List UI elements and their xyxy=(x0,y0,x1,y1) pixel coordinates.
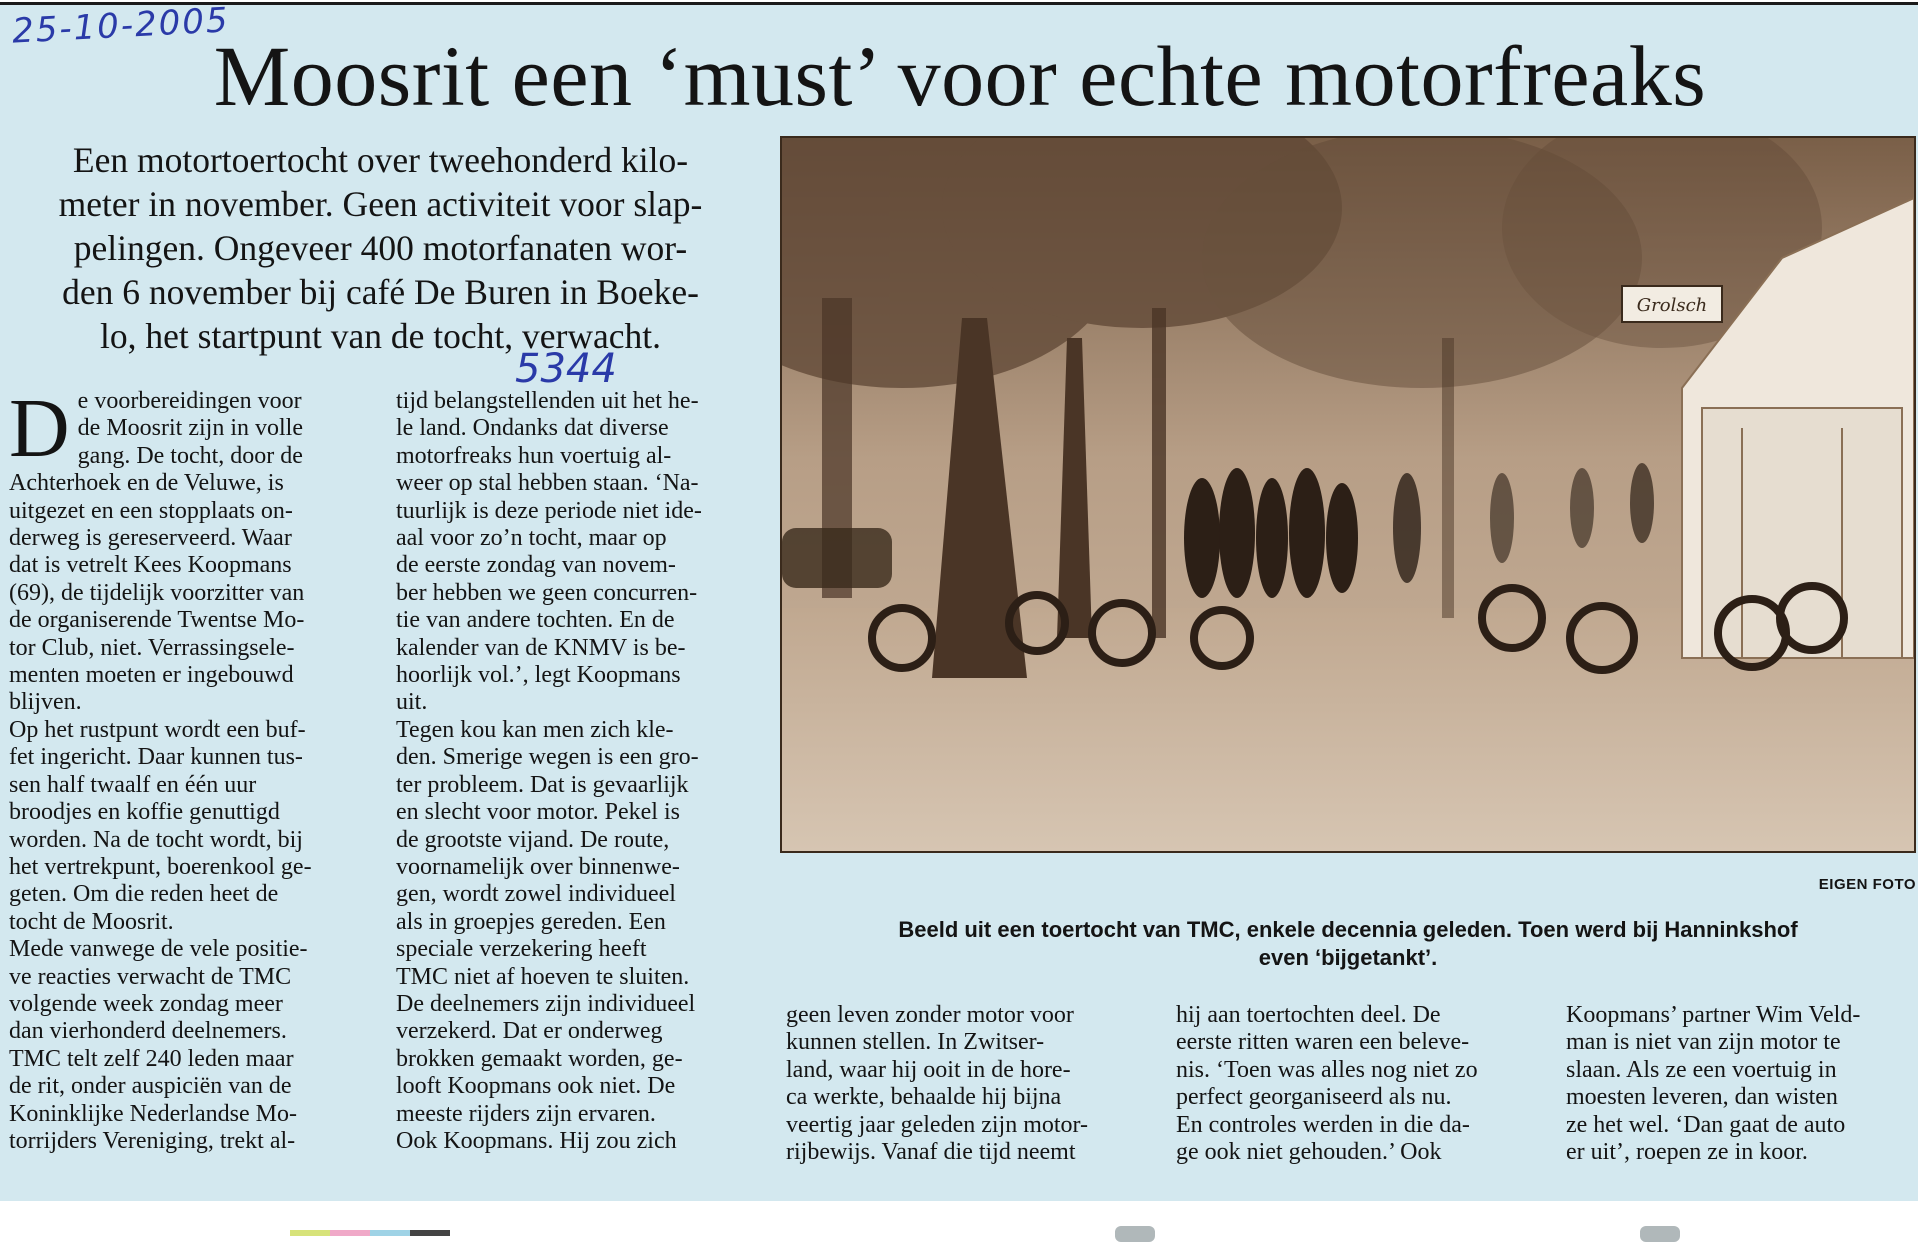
article-line: ve reacties verwacht de TMC xyxy=(9,963,292,990)
article-line: torrijders Vereniging, trekt al- xyxy=(9,1127,296,1154)
article-line: ze het wel. ‘Dan gaat de auto xyxy=(1566,1111,1846,1138)
article-line: aal voor zo’n tocht, maar op xyxy=(396,525,667,552)
article-line: dat is vetrelt Kees Koopmans xyxy=(9,552,292,579)
article-line: derweg is gereserveerd. Waar xyxy=(9,525,292,552)
lead-line: den 6 november bij café De Buren in Boeke- xyxy=(62,272,699,312)
article-line: gang. De tocht, door de xyxy=(77,442,303,469)
article-line: hij aan toertochten deel. De xyxy=(1176,1002,1441,1028)
article-column-3 xyxy=(786,1002,1146,1166)
article-line: En controles werden in die da- xyxy=(1176,1111,1470,1138)
caption-line: Beeld uit een toertocht van TMC, enkele decennia geleden. Toen werd bij Hanninkshof xyxy=(898,917,1798,942)
photo-credit: EIGEN FOTO xyxy=(1818,876,1916,893)
article-line: speciale verzekering heeft xyxy=(396,936,647,963)
headline: Moosrit een ‘must’ voor echte motorfreaks xyxy=(213,28,1707,124)
lead-paragraph xyxy=(8,138,753,358)
article-line: den. Smerige wegen is een gro- xyxy=(396,744,699,771)
article-line: motorfreaks hun voertuig al- xyxy=(396,442,672,469)
lead-line: lo, het startpunt van de tocht, verwacht. xyxy=(100,316,661,356)
article-line: Ook Koopmans. Hij zou zich xyxy=(396,1127,677,1154)
article-line: veertig jaar geleden zijn motor- xyxy=(786,1111,1089,1138)
article-line: (69), de tijdelijk voorzitter van xyxy=(9,579,305,606)
article-column-5 xyxy=(1566,1002,1916,1166)
article-line: Koninklijke Nederlandse Mo- xyxy=(9,1100,297,1127)
article-line: kalender van de KNMV is be- xyxy=(396,634,686,661)
article-line: blijven. xyxy=(9,689,82,716)
lead-line: Een motortoertocht over tweehonderd kilo- xyxy=(72,140,689,180)
article-line: en slecht voor motor. Pekel is xyxy=(396,799,680,826)
lead-line: meter in november. Geen activiteit voor slap- xyxy=(58,184,703,224)
article-line: land, waar hij ooit in de hore- xyxy=(786,1056,1071,1083)
article-line: voornamelijk over binnenwe- xyxy=(396,853,680,880)
article-line: het vertrekpunt, boerenkool ge- xyxy=(9,853,312,880)
article-column-4 xyxy=(1176,1002,1536,1166)
caption-line: even ‘bijgetankt’. xyxy=(1258,945,1438,970)
article-line: geten. Om die reden heet de xyxy=(9,881,279,908)
article-line: Koopmans’ partner Wim Veld- xyxy=(1566,1002,1861,1028)
handwritten-date: 25-10-2005 xyxy=(11,0,231,52)
article-line: menten moeten er ingebouwd xyxy=(9,662,294,689)
article-line: de organiserende Twentse Mo- xyxy=(9,607,305,634)
sign-text: Grolsch xyxy=(1636,295,1708,316)
article-line: le land. Ondanks dat diverse xyxy=(396,415,669,442)
article-line: tor Club, niet. Verrassingsele- xyxy=(9,634,295,661)
article-line: e voorbereidingen voor xyxy=(77,388,302,414)
photo-caption xyxy=(780,916,1916,972)
lead-line: pelingen. Ongeveer 400 motorfanaten wor- xyxy=(73,228,688,268)
article-line: sen half twaalf en één uur xyxy=(9,771,257,798)
article-line: Mede vanwege de vele positie- xyxy=(9,936,308,963)
article-line: er uit’, roepen ze in koor. xyxy=(1566,1139,1808,1166)
article-line: als in groepjes gereden. Een xyxy=(396,908,666,935)
article-line: Op het rustpunt wordt een buf- xyxy=(9,716,306,743)
article-line: fet ingericht. Daar kunnen tus- xyxy=(9,744,303,771)
article-line: TMC niet af hoeven te sluiten. xyxy=(396,963,690,990)
article-column-1 xyxy=(9,382,349,1155)
article-line: uitgezet en een stopplaats on- xyxy=(9,497,293,524)
article-line: tie van andere tochten. En de xyxy=(396,607,675,634)
photo-illustration xyxy=(782,138,1914,851)
article-line: nis. ‘Toen was alles nog niet zo xyxy=(1176,1056,1478,1083)
article-line: De deelnemers zijn individueel xyxy=(396,990,696,1017)
article-line: ca werkte, behaalde hij bijna xyxy=(786,1084,1062,1111)
handwritten-number: 5344 xyxy=(515,346,617,392)
article-line: Achterhoek en de Veluwe, is xyxy=(9,470,284,497)
article-line: ge ook niet gehouden.’ Ook xyxy=(1176,1139,1442,1166)
parked-car xyxy=(782,528,892,588)
article-line: ter probleem. Dat is gevaarlijk xyxy=(396,771,689,798)
article-line: de eerste zondag van novem- xyxy=(396,552,676,579)
article-line: de grootste vijand. De route, xyxy=(396,826,670,853)
article-line: tijd belangstellenden uit het he- xyxy=(396,388,699,414)
cafe-sign xyxy=(1622,286,1722,322)
article-line: weer op stal hebben staan. ‘Na- xyxy=(396,470,699,497)
article-line: uit. xyxy=(396,689,428,716)
article-line: ber hebben we geen concurren- xyxy=(396,579,698,606)
dropcap: D xyxy=(9,382,70,475)
article-line: eerste ritten waren een beleve- xyxy=(1176,1029,1470,1056)
article-line: volgende week zondag meer xyxy=(9,990,283,1017)
article-line: meeste rijders zijn ervaren. xyxy=(396,1100,656,1127)
article-line: perfect georganiseerd als nu. xyxy=(1176,1084,1452,1111)
article-line: TMC telt zelf 240 leden maar xyxy=(9,1045,294,1072)
article-line: slaan. Als ze een voertuig in xyxy=(1566,1056,1837,1083)
article-line: kunnen stellen. In Zwitser- xyxy=(786,1029,1045,1056)
article-line: broodjes en koffie genuttigd xyxy=(9,799,280,826)
article-line: worden. Na de tocht wordt, bij xyxy=(9,826,303,853)
article-line: de Moosrit zijn in volle xyxy=(77,415,303,442)
article-line: dan vierhonderd deelnemers. xyxy=(9,1018,287,1045)
article-line: geen leven zonder motor voor xyxy=(786,1002,1074,1028)
article-line: tocht de Moosrit. xyxy=(9,908,174,935)
article-line: looft Koopmans ook niet. De xyxy=(396,1073,676,1100)
article-line: gen, wordt zowel individueel xyxy=(396,881,676,908)
article-line: de rit, onder auspiciën van de xyxy=(9,1073,292,1100)
article-line: man is niet van zijn motor te xyxy=(1566,1029,1841,1056)
print-registration-marks xyxy=(0,1226,1920,1246)
article-line: verzekerd. Dat er onderweg xyxy=(396,1018,663,1045)
article-line: brokken gemaakt worden, ge- xyxy=(396,1045,683,1072)
article-line: hoorlijk vol.’, legt Koopmans xyxy=(396,662,681,689)
sepia-photo xyxy=(780,136,1916,853)
article-line: rijbewijs. Vanaf die tijd neemt xyxy=(786,1139,1076,1166)
article-column-2 xyxy=(396,388,756,1155)
article-line: Tegen kou kan men zich kle- xyxy=(396,716,674,743)
article-line: tuurlijk is deze periode niet ide- xyxy=(396,497,702,524)
article-line: moesten leveren, dan wisten xyxy=(1566,1084,1838,1111)
